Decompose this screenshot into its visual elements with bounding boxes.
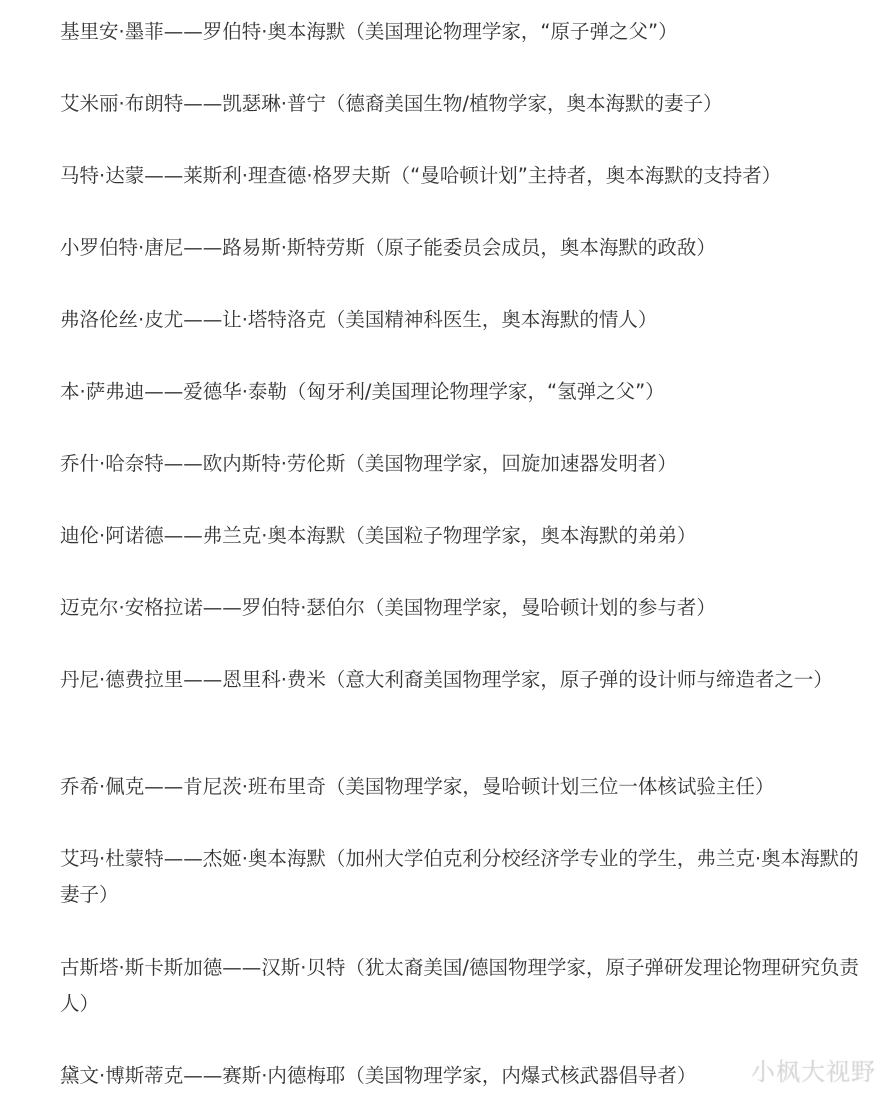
cast-entry-7: 乔什·哈奈特——欧内斯特·劳伦斯（美国物理学家，回旋加速器发明者）	[60, 452, 677, 475]
watermark: 小枫大视野	[751, 1058, 876, 1086]
cast-entry-6: 本·萨弗迪——爱德华·泰勒（匈牙利/美国理论物理学家，“氢弹之父”）	[60, 380, 665, 403]
cast-entry-13: 古斯塔·斯卡斯加德——汉斯·贝特（犹太裔美国/德国物理学家，原子弹研发理论物理研究负责人）	[60, 956, 859, 1015]
cast-entry-5: 弗洛伦丝·皮尤——让·塔特洛克（美国精神科医生，奥本海默的情人）	[60, 308, 658, 331]
cast-entry-11: 乔希·佩克——肯尼茨·班布里奇（美国物理学家，曼哈顿计划三位一体核试验主任）	[60, 775, 775, 798]
cast-entry-12: 艾玛·杜蒙特——杰姬·奥本海默（加州大学伯克利分校经济学专业的学生，弗兰克·奥本海默的妻子）	[60, 847, 859, 906]
cast-entry-2: 艾米丽·布朗特——凯瑟琳·普宁（德裔美国生物/植物学家，奥本海默的妻子）	[60, 92, 723, 115]
cast-entry-8: 迪伦·阿诺德——弗兰克·奥本海默（美国粒子物理学家，奥本海默的弟弟）	[60, 524, 697, 547]
cast-entry-14: 黛文·博斯蒂克——赛斯·内德梅耶（美国物理学家，内爆式核武器倡导者）	[60, 1064, 697, 1087]
cast-entry-3: 马特·达蒙——莱斯利·理查德·格罗夫斯（“曼哈顿计划”主持者，奥本海默的支持者）	[60, 164, 782, 187]
cast-entry-10: 丹尼·德费拉里——恩里科·费米（意大利裔美国物理学家，原子弹的设计师与缔造者之一）	[60, 668, 833, 691]
cast-entry-9: 迈克尔·安格拉诺——罗伯特·瑟伯尔（美国物理学家，曼哈顿计划的参与者）	[60, 596, 716, 619]
cast-entry-4: 小罗伯特·唐尼——路易斯·斯特劳斯（原子能委员会成员，奥本海默的政敌）	[60, 236, 716, 259]
cast-entry-1: 基里安·墨菲——罗伯特·奥本海默（美国理论物理学家，“原子弹之父”）	[60, 20, 678, 43]
